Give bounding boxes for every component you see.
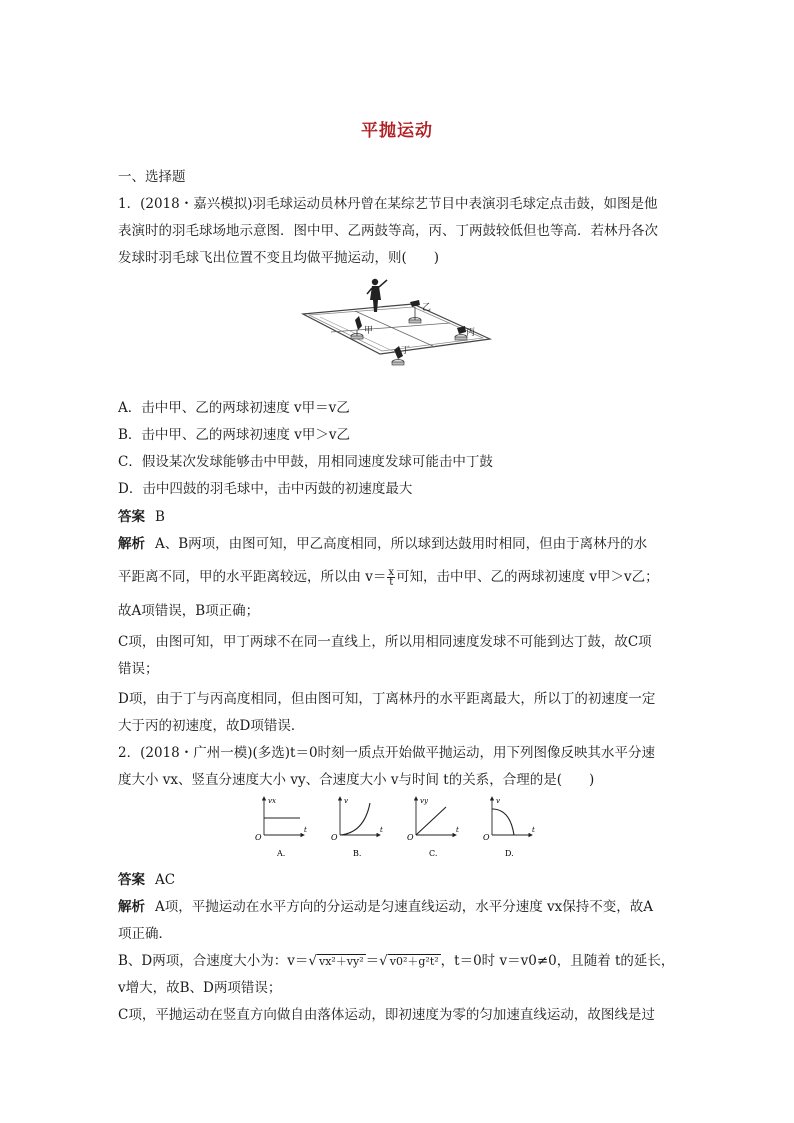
q1-option-a: A．击中甲、乙的两球初速度 v甲＝v乙 — [118, 400, 350, 416]
section-heading: 一、选择题 — [118, 169, 186, 185]
q1-answer-label: 答案 — [118, 509, 145, 525]
q1-analysis-line-6: D项，由于丁与丙高度相同，但由图可知，丁离林丹的水平距离最大，所以丁的初速度一定 — [118, 691, 656, 707]
q1-analysis-text-2b: 可知，击中甲、乙的两球初速度 v甲＞v乙； — [396, 569, 659, 585]
graph-b — [331, 797, 383, 858]
graph-d-y-label: v — [496, 797, 500, 805]
drum-yi — [409, 300, 421, 323]
q2-analysis-line-5: C项，平抛运动在竖直方向做自由落体运动，即初速度为零的匀加速直线运动，故图线是过 — [118, 1007, 655, 1023]
graph-b-caption: B. — [353, 849, 362, 858]
graph-a-x-label: t — [304, 826, 307, 834]
sqrt-radicand-1: vx²＋vy² — [318, 955, 364, 968]
fraction-numerator: x — [388, 567, 395, 578]
graph-c-caption: C. — [429, 849, 438, 858]
q1-stem-line-1: 1．(2018・嘉兴模拟)羽毛球运动员林丹曾在某综艺节目中表演羽毛球定点击鼓，如图是他 — [118, 196, 658, 212]
q2-answer — [118, 870, 175, 890]
q1-analysis-line-2 — [118, 567, 659, 587]
graph-a-y-label: vx — [268, 797, 276, 805]
graph-c-x-label: t — [456, 826, 459, 834]
label-yi: 乙 — [422, 303, 432, 313]
graph-a-origin: O — [255, 833, 262, 842]
label-jia: 甲 — [364, 326, 374, 336]
q2-graphs — [252, 793, 542, 861]
sqrt-radicand-2: v0²＋g²t² — [389, 955, 439, 968]
graph-a-caption: A. — [277, 849, 286, 858]
q1-stem-line-3: 发球时羽毛球飞出位置不变且均做平抛运动，则( ) — [118, 250, 440, 266]
q1-analysis-line-5: 错误； — [118, 661, 159, 677]
equals-sign: ＝ — [365, 953, 380, 969]
graph-c-origin: O — [407, 833, 414, 842]
q2-answer-value: AC — [155, 872, 176, 888]
q2-answer-label: 答案 — [118, 872, 145, 888]
fraction-x-over-t — [387, 568, 395, 587]
q1-answer — [118, 507, 165, 527]
q2-analysis-line-2: 项正确． — [118, 926, 172, 942]
q2-analysis-text-3b: ，t＝0时 v＝v0≠0，且随着 t的延长， — [440, 953, 675, 969]
q1-option-c: C．假设某次发球能够击中甲鼓，用相同速度发球可能击中丁鼓 — [118, 454, 493, 470]
graph-a — [255, 797, 307, 858]
q1-answer-value: B — [155, 509, 165, 525]
q1-analysis-text-2a: 平距离不同，甲的水平距离较远，所以由 v＝ — [118, 569, 387, 585]
q2-analysis-line-1 — [118, 897, 653, 917]
badminton-court-figure — [295, 274, 495, 374]
label-bing: 丙 — [466, 328, 476, 338]
q1-analysis-line-4: C项，由图可知，甲丁两球不在同一直线上，所以用相同速度发球不可能到达丁鼓，故C项 — [118, 634, 652, 650]
graph-b-y-label: v — [344, 797, 348, 805]
q1-option-b: B．击中甲、乙的两球初速度 v甲＞v乙 — [118, 427, 350, 443]
q1-analysis-line-1 — [118, 534, 647, 554]
sqrt-symbol: √ — [379, 953, 388, 969]
q1-analysis-line-7: 大于丙的初速度，故D项错误． — [118, 718, 305, 734]
graph-d-origin: O — [483, 833, 490, 842]
graph-d — [483, 797, 535, 858]
q1-analysis-label: 解析 — [118, 536, 145, 552]
fraction-denominator: t — [389, 577, 394, 588]
q2-analysis-label: 解析 — [118, 899, 145, 915]
graph-b-origin: O — [331, 833, 338, 842]
drum-jia — [351, 316, 363, 339]
graph-b-x-label: t — [380, 826, 383, 834]
q2-stem-line-2: 度大小 vx、竖直分速度大小 vy、合速度大小 v与时间 t的关系，合理的是( ) — [118, 772, 595, 788]
page-title: 平抛运动 — [361, 121, 433, 141]
q2-stem-line-1: 2．(2018・广州一模)(多选)t＝0时刻一质点开始做平抛运动，用下列图像反映其水平分速 — [118, 745, 656, 761]
q2-analysis-line-3 — [118, 951, 674, 972]
q1-option-d: D．击中四鼓的羽毛球中，击中丙鼓的初速度最大 — [118, 481, 413, 497]
graph-c — [407, 797, 459, 858]
q2-analysis-text-3a: B、D两项，合速度大小为：v＝ — [118, 953, 309, 969]
q2-analysis-line-4: v增大，故B、D两项错误； — [118, 980, 282, 996]
sqrt-symbol: √ — [308, 953, 317, 969]
q2-analysis-text-1: A项，平抛运动在水平方向的分运动是匀速直线运动，水平分速度 vx保持不变，故A — [155, 899, 654, 915]
graph-d-x-label: t — [532, 826, 535, 834]
label-ding: 丁 — [401, 346, 411, 356]
q1-stem-line-2: 表演时的羽毛球场地示意图．图中甲、乙两鼓等高，丙、丁两鼓较低但也等高．若林丹各次 — [118, 223, 658, 239]
graph-d-caption: D. — [505, 849, 514, 858]
q1-analysis-text-1: A、B两项，由图可知，甲乙高度相同，所以球到达鼓用时相同，但由于离林丹的水 — [155, 536, 648, 552]
graph-c-y-label: vy — [420, 797, 428, 805]
q1-analysis-line-3: 故A项错误，B项正确； — [118, 603, 260, 619]
